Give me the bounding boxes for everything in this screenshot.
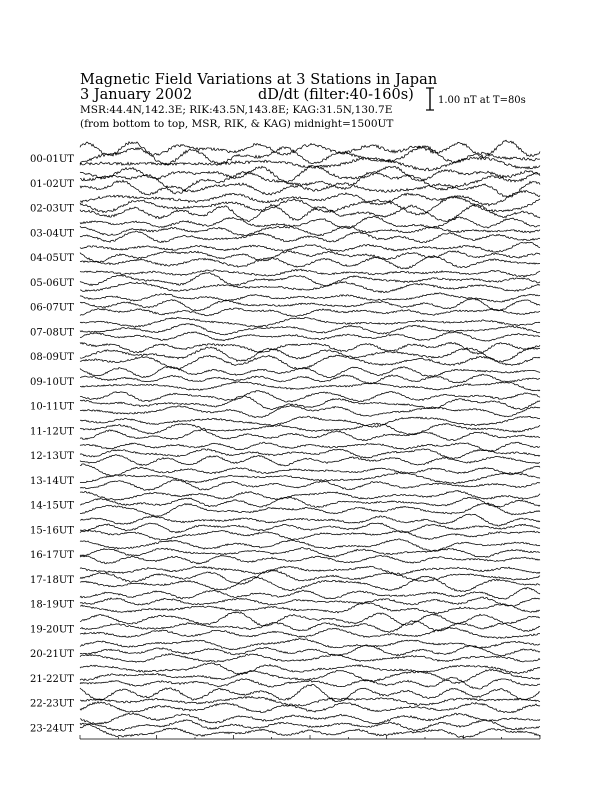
trace-12-13UT-MSR — [80, 455, 540, 466]
trace-05-06UT-RIK — [80, 273, 540, 287]
trace-21-22UT-KAG — [80, 663, 540, 675]
trace-09-10UT-KAG — [80, 366, 540, 377]
hour-label-14-15UT: 14-15UT — [30, 500, 74, 512]
trace-16-17UT-MSR — [80, 555, 540, 564]
hour-label-18-19UT: 18-19UT — [30, 599, 74, 611]
trace-13-14UT-MSR — [80, 479, 540, 490]
trace-10-11UT-MSR — [80, 405, 540, 417]
trace-04-05UT-MSR — [80, 256, 540, 269]
trace-20-21UT-MSR — [80, 654, 540, 663]
hour-label-21-22UT: 21-22UT — [30, 673, 74, 685]
hour-label-05-06UT: 05-06UT — [30, 277, 74, 289]
hour-label-17-18UT: 17-18UT — [30, 574, 74, 586]
trace-04-05UT-KAG — [80, 242, 540, 252]
trace-01-02UT-KAG — [80, 165, 540, 182]
trace-07-08UT-KAG — [80, 317, 540, 327]
hour-label-09-10UT: 09-10UT — [30, 376, 74, 388]
hour-label-04-05UT: 04-05UT — [30, 253, 74, 264]
hour-label-19-20UT: 19-20UT — [30, 624, 74, 636]
trace-10-11UT-RIK — [80, 396, 540, 410]
trace-02-03UT-MSR — [80, 204, 540, 221]
hour-label-02-03UT: 02-03UT — [30, 203, 74, 215]
trace-10-11UT-KAG — [80, 391, 540, 402]
trace-08-09UT-RIK — [80, 347, 540, 362]
trace-18-19UT-RIK — [80, 597, 540, 606]
trace-07-08UT-MSR — [80, 332, 540, 341]
hour-label-12-13UT: 12-13UT — [30, 451, 74, 462]
trace-14-15UT-RIK — [80, 497, 540, 507]
trace-17-18UT-KAG — [80, 566, 540, 574]
trace-03-04UT-KAG — [80, 216, 540, 229]
trace-00-01UT-MSR — [80, 157, 540, 171]
trace-23-24UT-RIK — [80, 720, 540, 731]
trace-06-07UT-KAG — [80, 293, 540, 302]
hour-label-23-24UT: 23-24UT — [30, 723, 74, 735]
trace-19-20UT-KAG — [80, 612, 540, 626]
hour-label-15-16UT: 15-16UT — [30, 525, 74, 537]
trace-23-24UT-KAG — [80, 713, 540, 724]
trace-19-20UT-RIK — [80, 621, 540, 633]
trace-13-14UT-KAG — [80, 464, 540, 476]
trace-13-14UT-RIK — [80, 472, 540, 483]
hour-label-10-11UT: 10-11UT — [30, 401, 74, 413]
station-order-note: (from bottom to top, MSR, RIK, & KAG) midnight=1500UT — [80, 118, 394, 130]
trace-15-16UT-KAG — [80, 514, 540, 526]
trace-08-09UT-MSR — [80, 355, 540, 369]
trace-14-15UT-KAG — [80, 491, 540, 501]
hour-label-00-01UT: 00-01UT — [30, 154, 74, 165]
hour-label-01-02UT: 01-02UT — [30, 178, 74, 190]
trace-06-07UT-RIK — [80, 298, 540, 310]
trace-11-12UT-KAG — [80, 416, 540, 427]
trace-05-06UT-KAG — [80, 269, 540, 277]
trace-11-12UT-MSR — [80, 430, 540, 441]
trace-17-18UT-RIK — [80, 570, 540, 585]
scale-label: 1.00 nT at T=80s — [438, 95, 526, 106]
hour-label-06-07UT: 06-07UT — [30, 302, 74, 314]
trace-06-07UT-MSR — [80, 308, 540, 317]
chart-date: 3 January 2002 — [80, 87, 193, 103]
hour-label-03-04UT: 03-04UT — [30, 228, 74, 240]
trace-00-01UT-KAG — [80, 140, 540, 157]
trace-20-21UT-KAG — [80, 639, 540, 650]
trace-12-13UT-KAG — [80, 442, 540, 451]
hour-label-16-17UT: 16-17UT — [30, 550, 74, 561]
hour-label-20-21UT: 20-21UT — [30, 649, 74, 660]
station-coordinates: MSR:44.4N,142.3E; RIK:43.5N,143.8E; KAG:31.5N,130.7E — [80, 104, 393, 116]
hour-label-08-09UT: 08-09UT — [30, 352, 74, 363]
hour-label-11-12UT: 11-12UT — [30, 426, 74, 438]
trace-17-18UT-MSR — [80, 576, 540, 591]
trace-04-05UT-RIK — [80, 251, 540, 263]
trace-05-06UT-MSR — [80, 282, 540, 293]
trace-03-04UT-RIK — [80, 226, 540, 236]
trace-09-10UT-RIK — [80, 374, 540, 384]
chart-filter: dD/dt (filter:40-160s) — [258, 87, 414, 103]
trace-07-08UT-RIK — [80, 324, 540, 335]
hour-label-22-23UT: 22-23UT — [30, 698, 74, 710]
trace-20-21UT-RIK — [80, 645, 540, 656]
hour-label-13-14UT: 13-14UT — [30, 475, 74, 487]
trace-15-16UT-RIK — [80, 523, 540, 533]
trace-15-16UT-MSR — [80, 530, 540, 540]
trace-09-10UT-MSR — [80, 382, 540, 391]
hour-label-07-08UT: 07-08UT — [30, 327, 74, 339]
chart-title: Magnetic Field Variations at 3 Stations in Japan — [80, 72, 438, 88]
trace-01-02UT-RIK — [80, 171, 540, 194]
trace-00-01UT-RIK — [80, 146, 540, 165]
trace-12-13UT-RIK — [80, 449, 540, 459]
trace-16-17UT-RIK — [80, 548, 540, 558]
trace-22-23UT-RIK — [80, 696, 540, 705]
